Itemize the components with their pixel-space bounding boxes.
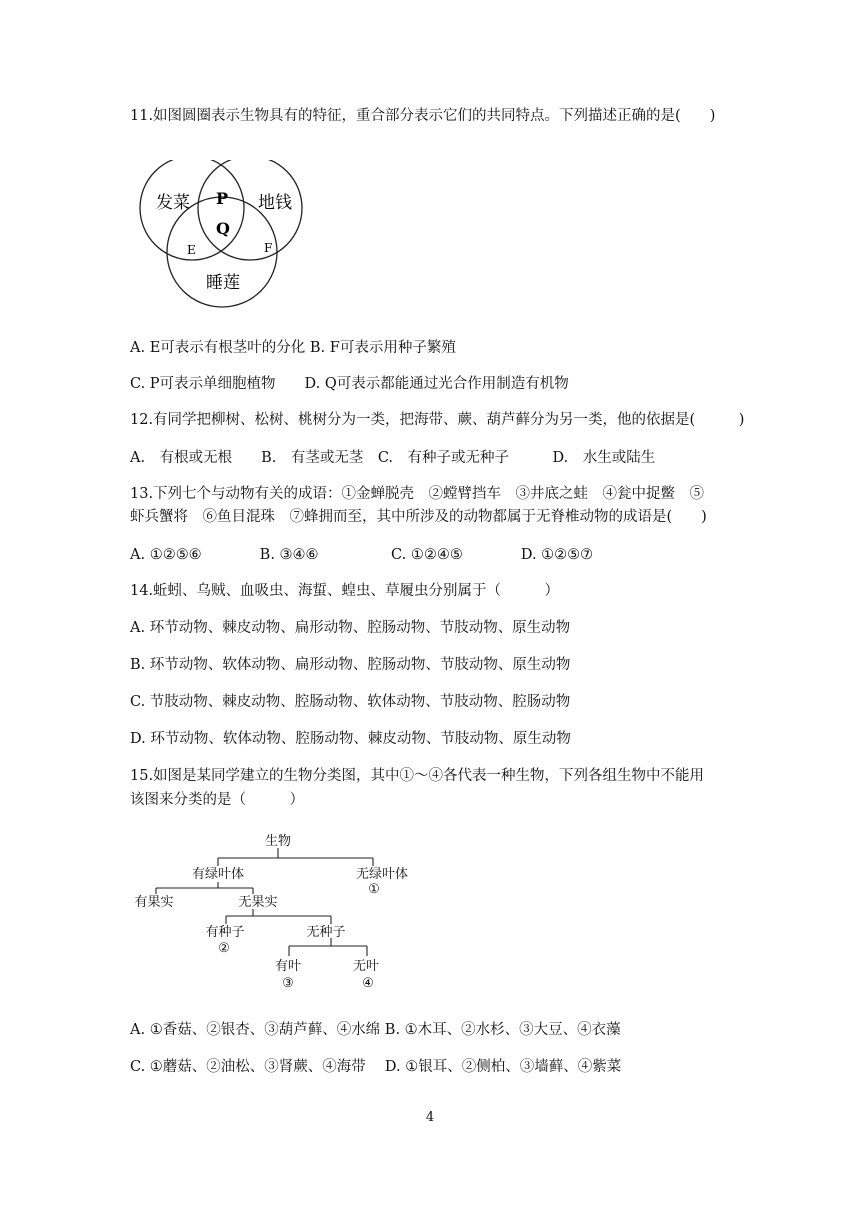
page-number: 4 [425, 1110, 435, 1125]
venn-label-shuilian: 睡莲 [206, 273, 240, 292]
q11-stem: 11.如图圆圈表示生物具有的特征，重合部分表示它们的共同特点。下列描述正确的是( ) [130, 108, 716, 124]
q11-options-ab: A. E可表示有根茎叶的分化 B. F可表示用种子繁殖 [130, 340, 456, 356]
tree-marker-4: ④ [362, 975, 374, 990]
tree-node-green: 有绿叶体 [191, 866, 245, 881]
q12-options: A. 有根或无根 B. 有茎或无茎 C. 有种子或无种子 D. 水生或陆生 [130, 450, 656, 466]
tree-node-fruit: 有果实 [134, 894, 174, 909]
tree-node-nogreen: 无绿叶体 [355, 866, 409, 881]
venn-diagram [132, 160, 312, 310]
q11-options-cd: C. P可表示单细胞植物 D. Q可表示都能通过光合作用制造有机物 [130, 376, 569, 392]
venn-label-q: Q [216, 219, 230, 238]
q14-option-a: A. 环节动物、棘皮动物、扁形动物、腔肠动物、节肢动物、原生动物 [130, 620, 571, 636]
q12-stem: 12.有同学把柳树、松树、桃树分为一类，把海带、蕨、葫芦藓分为另一类，他的依据是( ) [130, 412, 745, 428]
tree-node-seed: 有种子 [205, 924, 245, 939]
q15-options-cd: C. ①蘑菇、②油松、③肾蕨、④海带 D. ①银耳、②侧柏、③墙藓、④紫菜 [130, 1059, 622, 1075]
venn-label-e: E [187, 243, 196, 257]
q15-stem-line1: 15.如图是某同学建立的生物分类图，其中①～④各代表一种生物，下列各组生物中不能用 [130, 768, 705, 784]
tree-marker-2: ② [218, 940, 230, 955]
venn-label-facai: 发菜 [156, 193, 190, 212]
tree-node-noseed: 无种子 [306, 924, 346, 939]
q14-stem: 14.蚯蚓、乌贼、血吸虫、海蜇、蝗虫、草履虫分别属于（ ） [130, 583, 560, 599]
q13-options: A. ①②⑤⑥ B. ③④⑥ C. ①②④⑤ D. ①②⑤⑦ [130, 547, 594, 563]
q14-option-b: B. 环节动物、软体动物、扁形动物、腔肠动物、节肢动物、原生动物 [130, 657, 571, 673]
tree-marker-3: ③ [282, 975, 294, 990]
tree-node-nofruit: 无果实 [238, 894, 278, 909]
q13-stem-line1: 13.下列七个与动物有关的成语：①金蝉脱壳 ②螳臂挡车 ③井底之蛙 ④瓮中捉鳖 ⑤ [130, 486, 705, 502]
q13-stem-line2: 虾兵蟹将 ⑥鱼目混珠 ⑦蜂拥而至，其中所涉及的动物都属于无脊椎动物的成语是( ) [130, 509, 707, 525]
q15-stem-line2: 该图来分类的是（ ） [130, 792, 304, 808]
tree-node-root: 生物 [264, 833, 292, 848]
q14-option-d: D. 环节动物、软体动物、腔肠动物、棘皮动物、节肢动物、原生动物 [130, 731, 571, 747]
venn-label-diqian: 地钱 [258, 193, 292, 212]
q14-option-c: C. 节肢动物、棘皮动物、腔肠动物、软体动物、节肢动物、腔肠动物 [130, 694, 571, 710]
classification-tree [128, 830, 428, 998]
venn-label-f: F [264, 241, 273, 255]
tree-node-leaf: 有叶 [274, 958, 302, 973]
tree-marker-1: ① [368, 881, 380, 896]
q15-options-ab: A. ①香菇、②银杏、③葫芦藓、④水绵 B. ①木耳、②水杉、③大豆、④衣藻 [130, 1022, 621, 1038]
tree-node-noleaf: 无叶 [352, 958, 380, 973]
venn-label-p: P [216, 189, 229, 208]
